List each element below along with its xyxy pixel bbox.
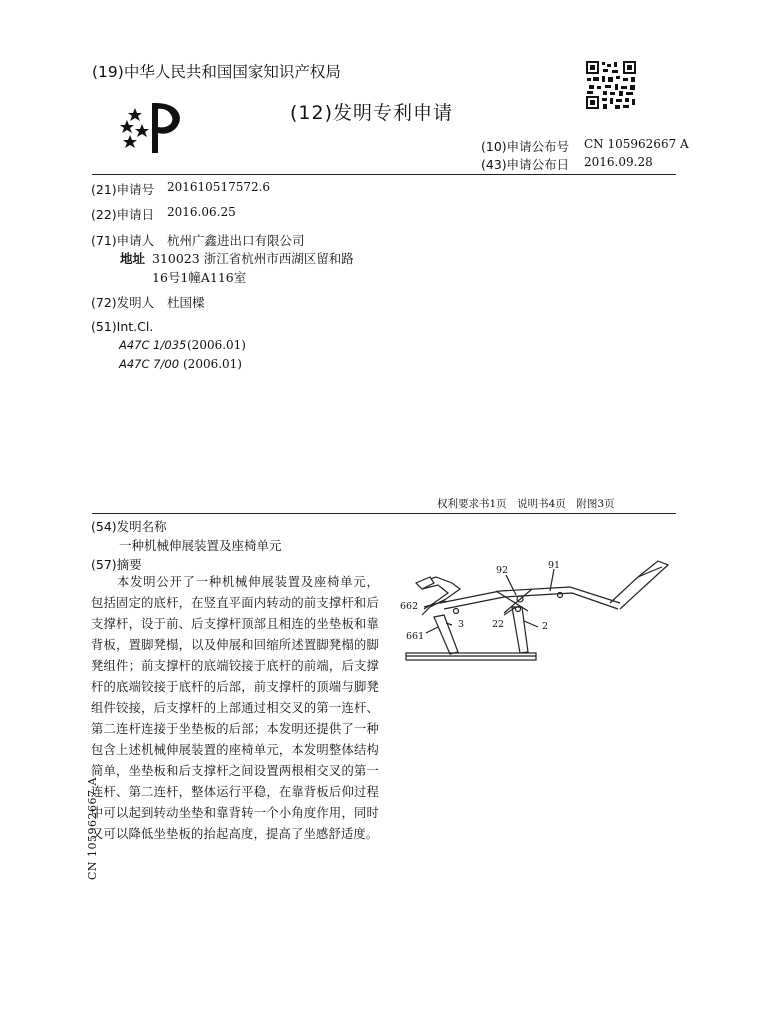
figure-label-91: 91 xyxy=(548,560,561,571)
star-icon xyxy=(123,135,137,148)
applicant-label: (71)申请人 xyxy=(91,233,155,248)
qr-code-icon xyxy=(585,60,637,110)
address-label: 地址 xyxy=(120,251,146,266)
logo-graphic xyxy=(118,95,190,155)
publication-date-value: 2016.09.28 xyxy=(584,155,653,169)
abstract-text: 本发明公开了一种机械伸展装置及座椅单元，包括固定的底杆，在竖直平面内转动的前支撑杆和后支撑杆，设于前、后支撑杆顶部且相连的坐垫板和靠背板，置脚凳榻，以及伸展和回缩所述置脚凳榻的脚凳组件；前支撑杆的底端铰接于底杆的前端，后支撑杆的底端铰接于底杆的后部，前支撑杆的顶端与脚凳组件铰接，后支撑杆的上部通过相交叉的第一连杆、第二连杆连接于坐垫板的后部；本发明还提供了一种包含上述机械伸展装置的座椅单元，本发明整体结构简单，坐垫板和后支撑杆之间设置两根相交叉的第一连杆、第二连杆，整体运行平稳，在靠背板后仰过程中可以起到转动坐垫和靠背转一个小角度作用，同时又可以降低坐垫板的抬起高度，提高了坐感舒适度。 xyxy=(91,575,379,841)
publication-number-label: (10)申请公布号 xyxy=(481,139,570,154)
ipc-code-1: A47C 1/035 xyxy=(119,338,187,352)
figure-label-3: 3 xyxy=(458,619,465,630)
star-icon xyxy=(128,108,142,121)
star-icon xyxy=(135,124,149,137)
application-number-value: 201610517572.6 xyxy=(167,180,271,194)
ipc-version-1: (2006.01) xyxy=(187,338,246,352)
side-publication-number: CN 105962667 A xyxy=(86,777,99,880)
intcl-label: (51)Int.Cl. xyxy=(91,319,154,334)
inventor-label: (72)发明人 xyxy=(91,295,155,310)
office-name: (19)中华人民共和国国家知识产权局 xyxy=(92,63,341,81)
figure-label-2: 2 xyxy=(542,621,549,632)
figure-label-662: 662 xyxy=(400,601,419,612)
address-line-1: 310023 浙江省杭州市西湖区留和路 xyxy=(152,251,354,266)
ipc-code-2: A47C 7/00 xyxy=(119,357,180,371)
ipc-version-2: (2006.01) xyxy=(183,357,242,371)
publication-date-label: (43)申请公布日 xyxy=(481,157,570,172)
page-count-info: 权利要求书1页 说明书4页 附图3页 xyxy=(437,498,615,510)
invention-title: 一种机械伸展装置及座椅单元 xyxy=(119,538,282,553)
title-label: (54)发明名称 xyxy=(91,519,167,534)
front-support-bar xyxy=(434,615,458,654)
document-type: (12)发明专利申请 xyxy=(290,102,454,124)
publication-number-value: CN 105962667 A xyxy=(584,137,689,151)
address-line-2: 16号1幢A116室 xyxy=(152,270,247,285)
abstract-label: (57)摘要 xyxy=(91,557,142,572)
figure-label-22: 22 xyxy=(492,619,505,630)
figure-label-92: 92 xyxy=(496,565,509,576)
abstract-figure xyxy=(400,555,690,675)
applicant-value: 杭州广鑫进出口有限公司 xyxy=(167,233,305,248)
star-icon xyxy=(120,120,134,133)
rear-support-bar xyxy=(512,607,528,653)
header-divider xyxy=(92,174,676,175)
mechanism-drawing xyxy=(400,555,690,675)
figure-label-661: 661 xyxy=(406,631,425,642)
application-date-value: 2016.06.25 xyxy=(167,205,236,219)
inventor-value: 杜国樑 xyxy=(167,295,205,310)
cnipa-logo xyxy=(118,95,190,155)
application-date-label: (22)申请日 xyxy=(91,207,155,222)
application-number-label: (21)申请号 xyxy=(91,182,155,197)
section-divider xyxy=(92,513,676,514)
